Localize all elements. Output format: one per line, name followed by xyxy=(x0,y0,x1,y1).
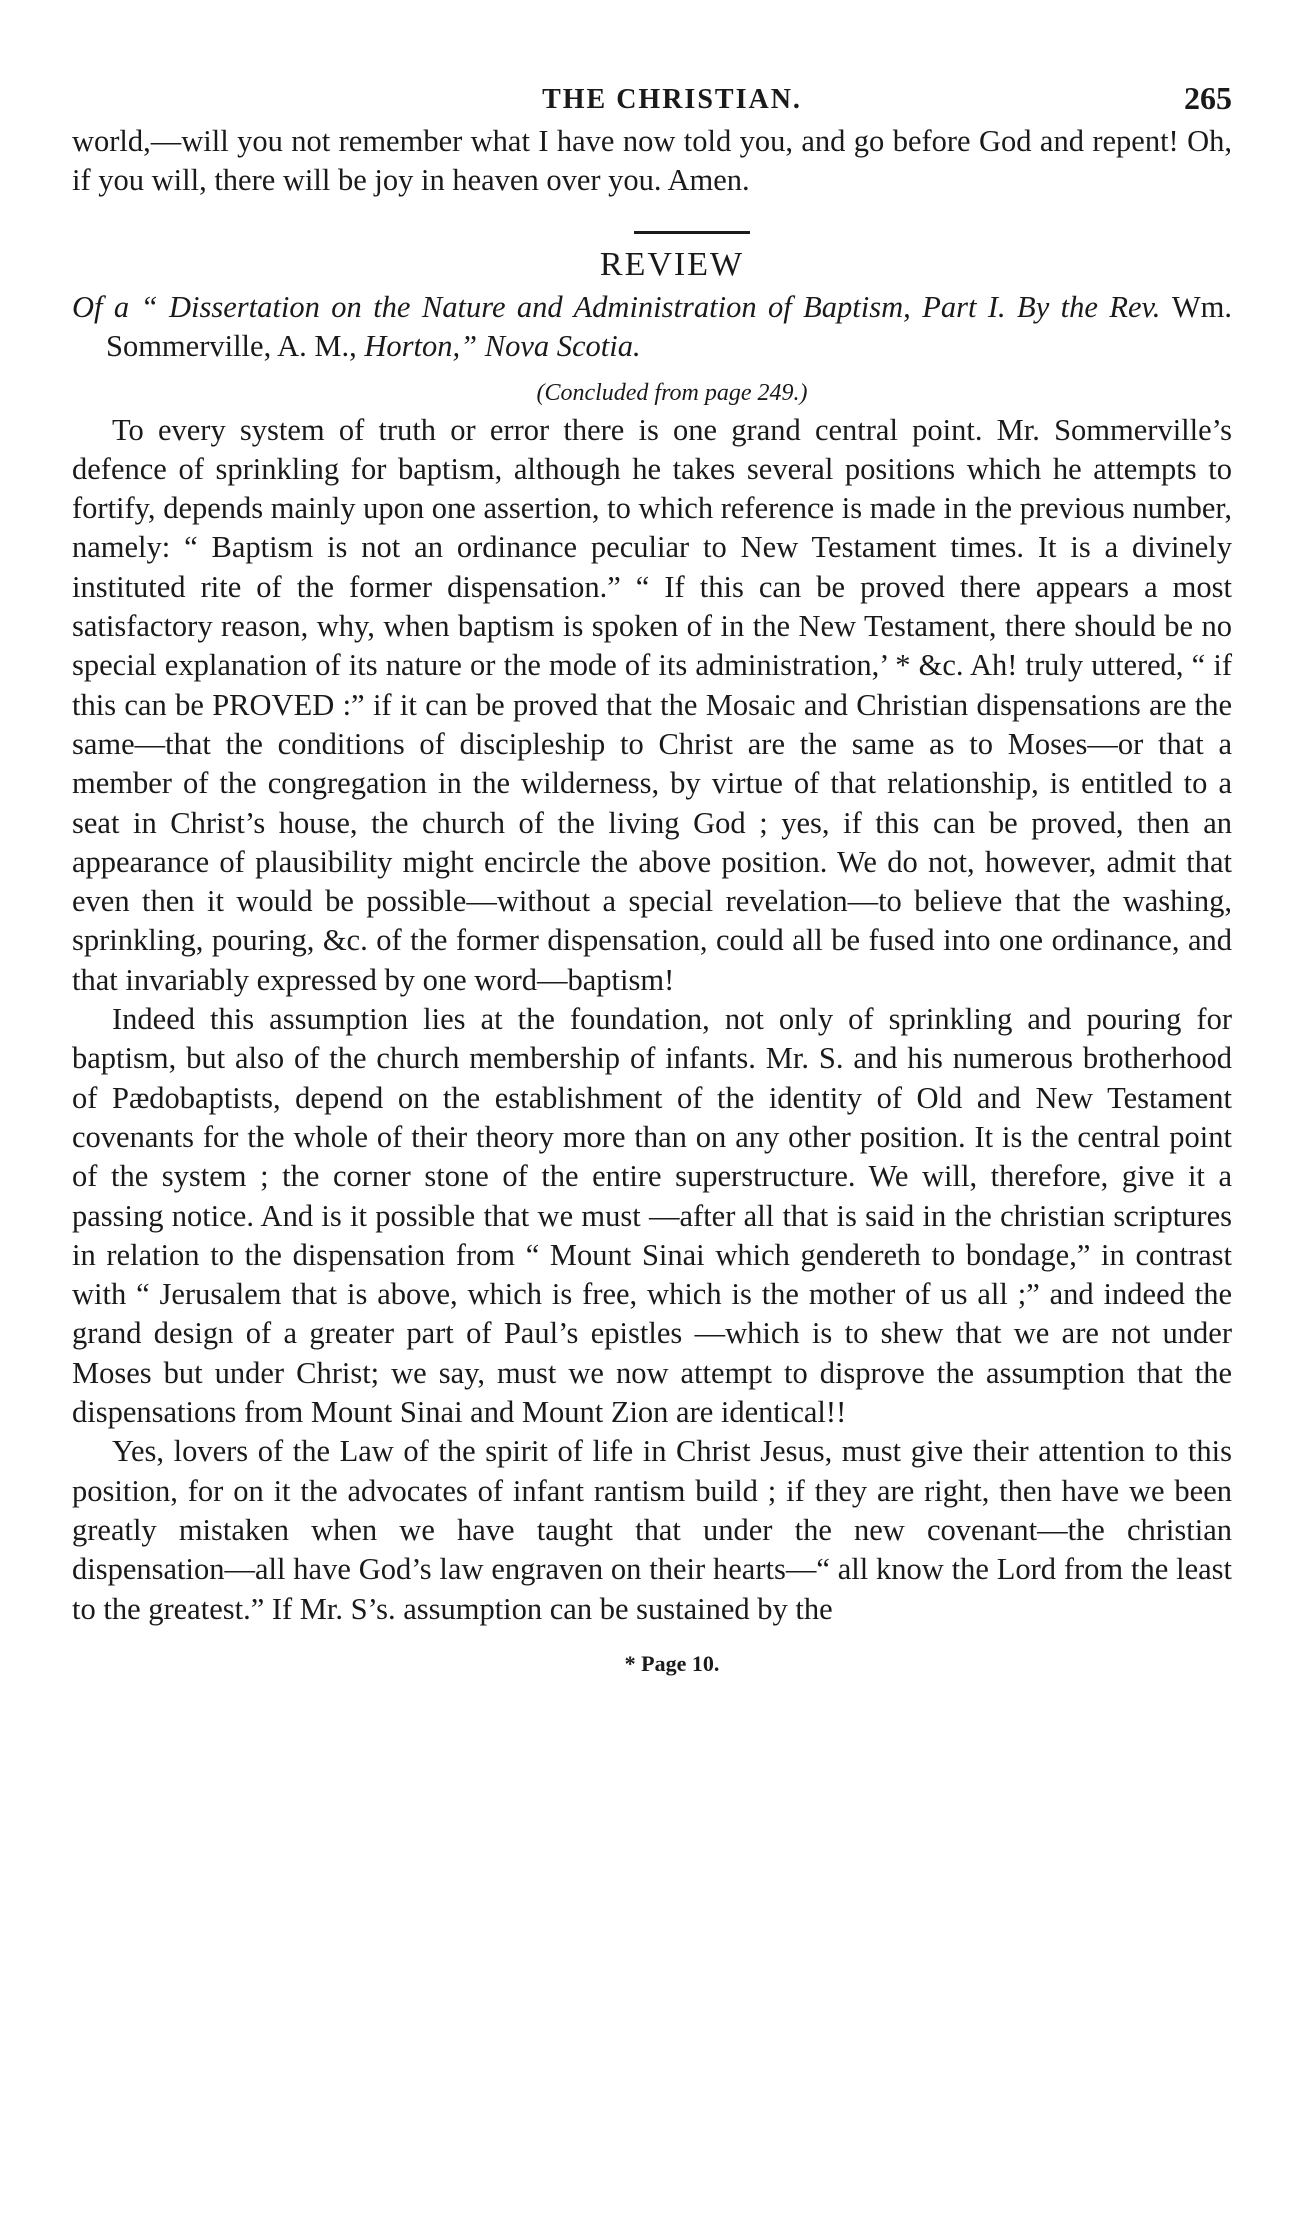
continued-note: (Concluded from page 249.) xyxy=(536,379,808,406)
running-title: THE CHRISTIAN. xyxy=(542,84,802,115)
review-body xyxy=(72,411,1232,1629)
review-heading: REVIEW xyxy=(599,245,745,283)
page-number: 265 xyxy=(1184,80,1232,116)
review-subtitle xyxy=(72,288,1232,366)
review-subtitle-lead: Of a “ Dissertation on the Nature and Administration of Baptism, Part I. By the Rev. xyxy=(72,289,1172,324)
body-text xyxy=(72,122,1232,201)
running-head xyxy=(72,70,1232,122)
body-paragraph-2: Indeed this assumption lies at the foundation, not only of sprinkling and pouring for baptism, but also of the church membership of infants. Mr. S. and his numerous brotherhood of Pædobaptists, depend on the establishment of the identity of Old and New Testament covenants for the whole of their theory more than on any other position. It is the central point of the system ; the corner stone of the entire superstructure. We will, therefore, give it a passing notice. And is it possible that we must —after all that is said in the christian scriptures in relation to the dispensation from “ Mount Sinai which gendereth to bondage,” in contrast with “ Jerusalem that is above, which is free, which is the mother of us all ;” and indeed the grand design of a greater part of Paul’s epistles —which is to shew that we are not under Moses but under Christ; we say, must we now attempt to disprove the assumption that the dispensations from Mount Sinai and Mount Zion are identical!! xyxy=(72,1002,1232,1430)
body-paragraph-3: Yes, lovers of the Law of the spirit of life in Christ Jesus, must give their attention to this position, for on it the advocates of infant rantism build ; if they are right, then have we been greatly mistaken when we have taught that under the new covenant—the christian dispensation—all have God’s law engraven on their hearts—“ all know the Lord from the least to the greatest.” If Mr. S’s. assumption can be sustained by the xyxy=(72,1434,1232,1626)
body-paragraph-1: To every system of truth or error there is one grand central point. Mr. Sommerville’s defence of sprinkling for baptism, although he takes several positions which he attempts to fortify, depends mainly upon one assertion, to which reference is made in the previous number, namely: “ Baptism is not an ordinance peculiar to New Testament times. It is a divinely instituted rite of the former dispensation.” “ If this can be proved there appears a most satisfactory reason, why, when baptism is spoken of in the New Testament, there should be no special explanation of its nature or the mode of its administration,’ * &c. Ah! truly uttered, “ if this can be PROVED :” if it can be proved that the Mosaic and Christian dispensations are the same—that the conditions of discipleship to Christ are the same as to Moses—or that a member of the congregation in the wilderness, by virtue of that relationship, is entitled to a seat in Christ’s house, the church of the living God ; yes, if this can be proved, then an appearance of plausibility might encircle the above position. We do not, however, admit that even then it would be possible—without a special revelation—to believe that the washing, sprinkling, pouring, &c. of the former dispensation, could all be fused into one ordinance, and that invariably expressed by one word—baptism! xyxy=(72,412,1232,997)
intro-paragraph: world,—will you not remember what I have now told you, and go before God and repent! Oh, if you will, there will be joy in heaven over you. Amen. xyxy=(72,124,1232,198)
section-divider xyxy=(634,231,750,234)
review-subtitle-author: Wm. Sommerville, A. M., xyxy=(106,289,1232,363)
review-subtitle-tail: Horton,” Nova Scotia. xyxy=(356,328,641,363)
book-page xyxy=(72,70,1232,1677)
footnote: * Page 10. xyxy=(624,1650,720,1676)
